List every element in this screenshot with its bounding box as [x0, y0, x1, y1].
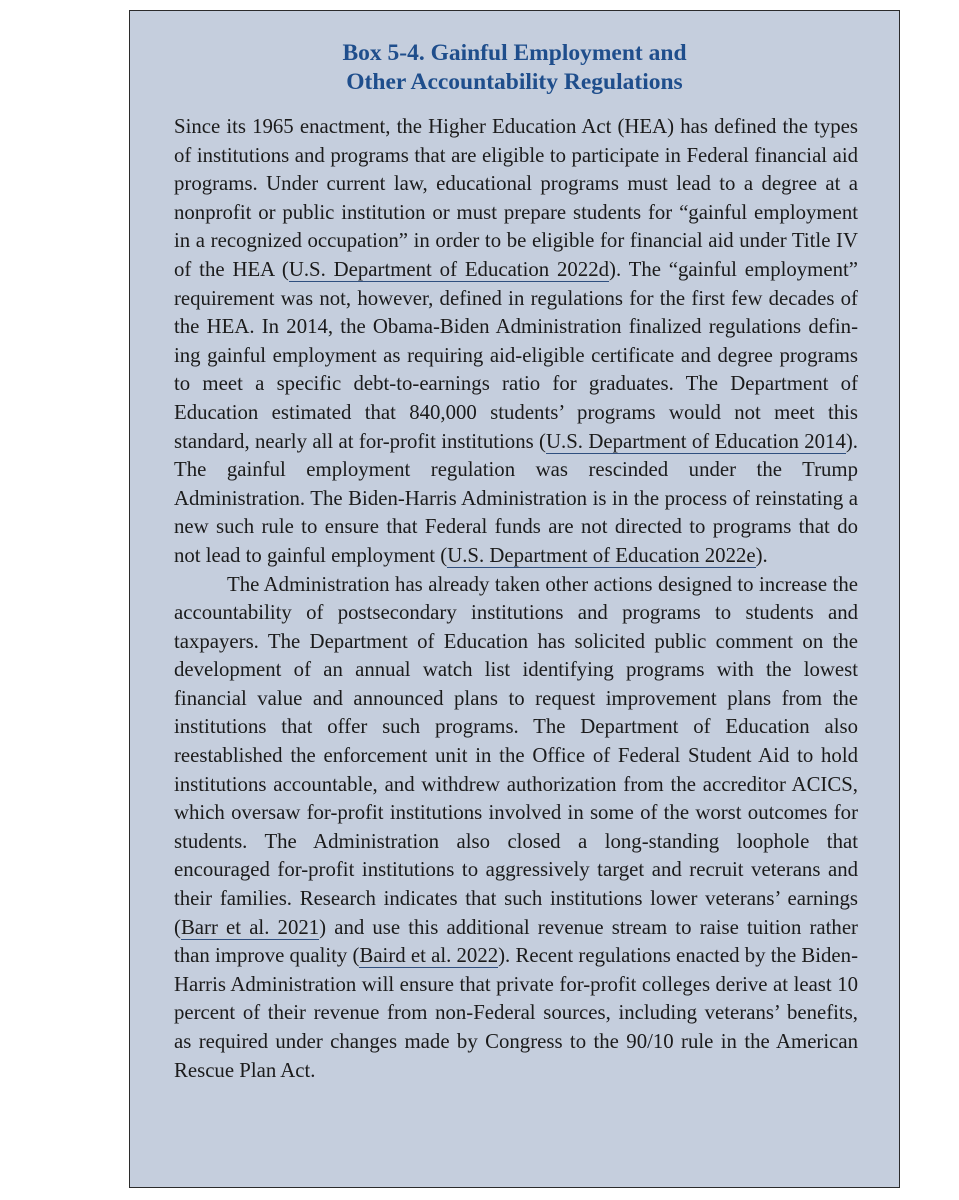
citation-link-ed-2014[interactable]: U.S. Department of Education 2014 — [545, 429, 846, 453]
box-body — [174, 113, 858, 1085]
citation-link-barr-2021[interactable]: Barr et al. 2021 — [180, 915, 320, 939]
paragraph-2 — [174, 571, 858, 1086]
paragraph-1-text-1: Since its 1965 enactment, the Higher Education Act (HEA) has defined the types of institutions and programs that are eligible to participate in Federal financial aid programs. Under current law, educational programs must lead to a degree at a nonprofit or public institution or must prepare students for “gainful employment in a recognized occupation” in order to be eligible for financial aid under Title IV of the HEA ( — [174, 115, 858, 281]
citation-link-baird-2022[interactable]: Baird et al. 2022 — [359, 944, 499, 968]
citation-link-ed-2022e[interactable]: U.S. Department of Education 2022e — [447, 543, 756, 567]
box-title — [130, 39, 899, 97]
box-5-4 — [129, 10, 900, 1188]
citation-link-ed-2022d[interactable]: U.S. Department of Education 2022d — [288, 257, 610, 281]
paragraph-1-text-3: ). The gainful employment regulation was rescinded under the Trump Administration. The Biden-Harris Administration is in the process of reinstating a new such rule to ensure that Federal funds are not directed to programs that do not lead to gainful employment ( — [174, 429, 858, 567]
paragraph-1 — [174, 113, 858, 571]
box-title-line-2: Other Accountability Regulations — [346, 69, 683, 95]
paragraph-2-text-1: The Administration has already taken other actions designed to increase the accountability of postsecondary institutions and programs to students and taxpayers. The Department of Education has solicited public comment on the development of an annual watch list identifying programs with the lowest financial value and announced plans to request improvement plans from the institutions that offer such programs. The Department of Education also reestablished the enforcement unit in the Office of Federal Student Aid to hold institutions accountable, and withdrew authorization from the accreditor ACICS, which oversaw for-profit institutions involved in some of the worst outcomes for students. The Administration also closed a long-standing loophole that encouraged for-profit institutions to aggressively target and recruit veterans and their families. Research indicates that such institutions lower veterans’ earnings ( — [174, 572, 858, 939]
box-title-line-1: Box 5-4. Gainful Employment and — [342, 40, 687, 66]
paragraph-2-text-2: ) and use this additional revenue stream to raise tuition rather than improve quality ( — [174, 915, 858, 968]
paragraph-1-text-4: ). — [755, 543, 768, 567]
paragraph-1-text-2: ). The “gainful employment” requirement was not, however, defined in regulations for the first few decades of the HEA. In 2014, the Obama-Biden Administration finalized regulations defining gainful employment as requiring aid-eligible certificate and degree programs to meet a specific debt-to-earnings ratio for graduates. The Department of Education estimated that 840,000 students’ programs would not meet this standard, nearly all at for-profit institutions ( — [174, 257, 858, 453]
paragraph-2-text-3: ). Recent regulations enacted by the Biden-Harris Administration will ensure that private for-profit colleges derive at least 10 percent of their revenue from non-Federal sources, including veterans’ benefits, as required under changes made by Congress to the 90/10 rule in the American Rescue Plan Act. — [174, 944, 858, 1082]
